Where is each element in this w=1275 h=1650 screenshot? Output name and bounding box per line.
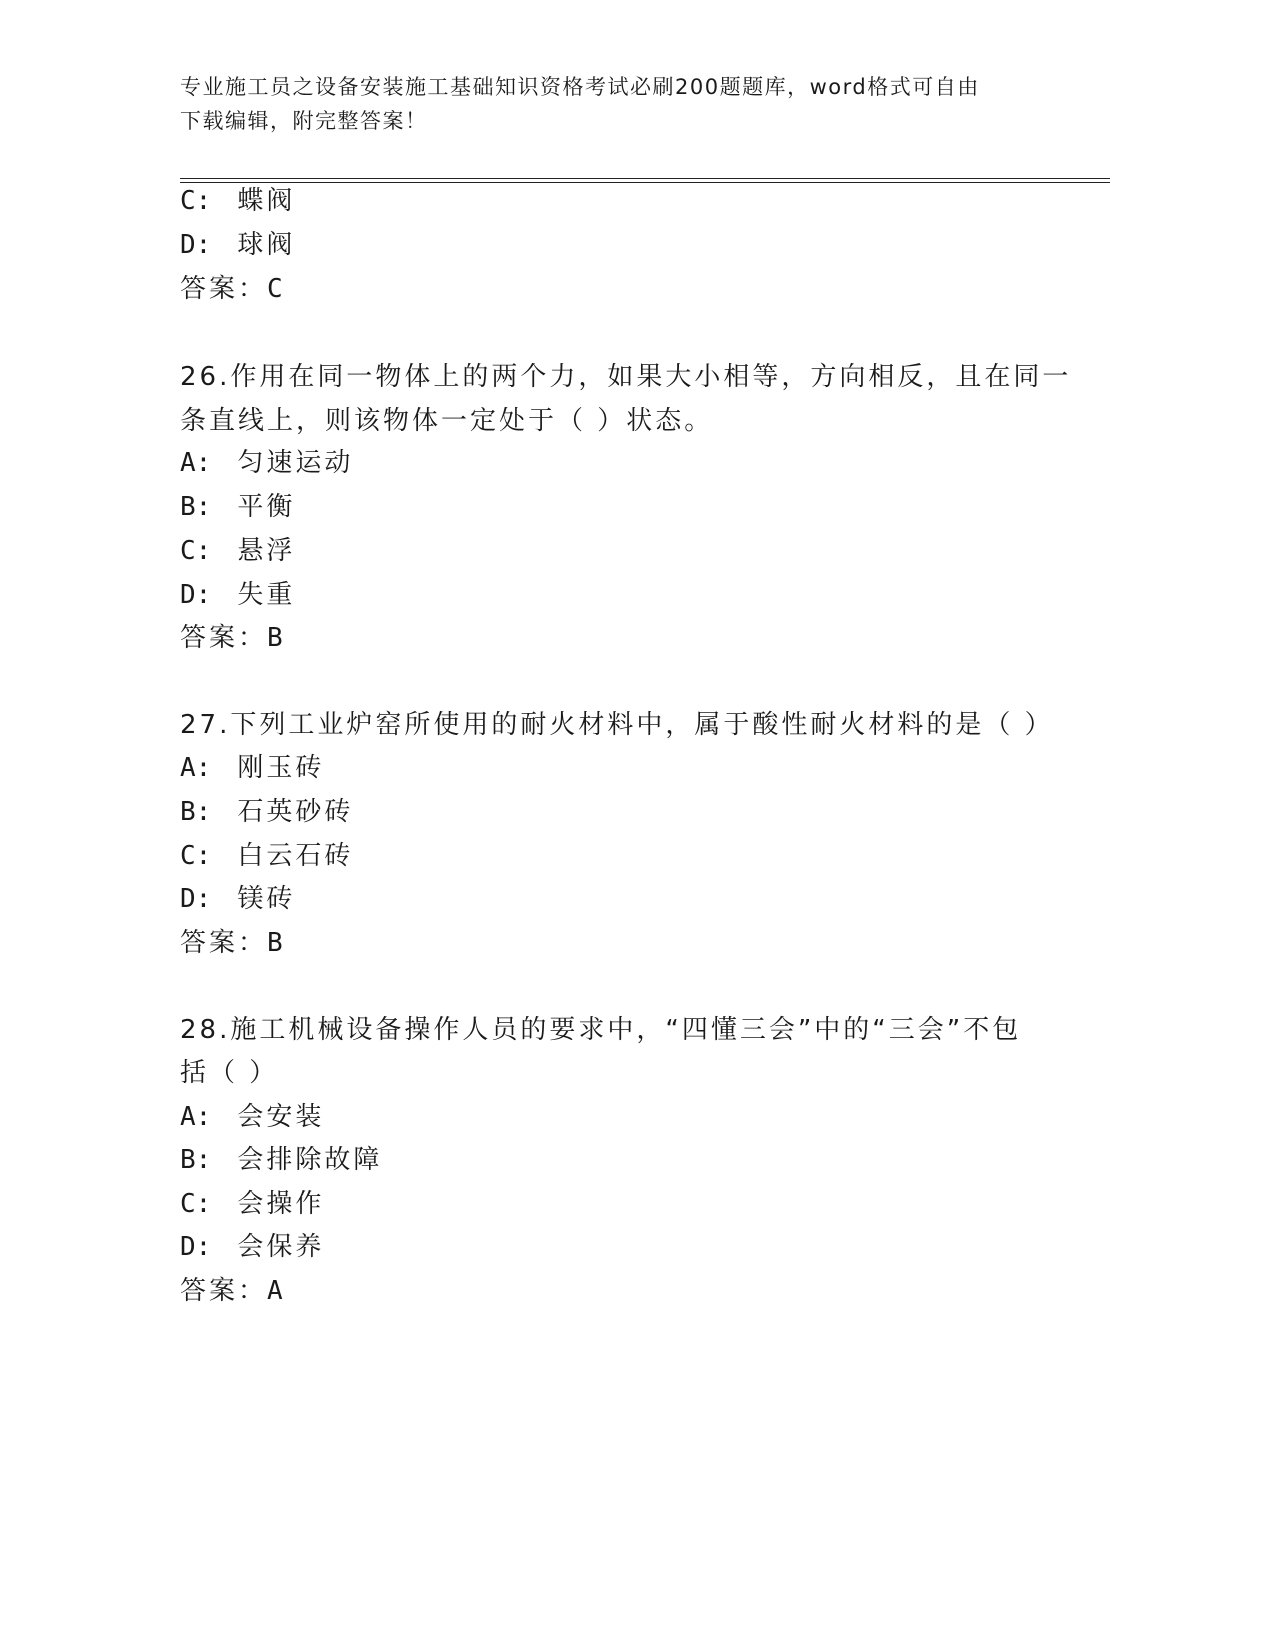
- question-stem: 条直线上，则该物体一定处于（ ）状态。: [180, 406, 714, 436]
- header-line-2: 下载编辑，附完整答案！: [180, 109, 428, 133]
- answer-line: 答案：C: [180, 274, 283, 304]
- option-d: D: 会保养: [180, 1232, 325, 1262]
- option-d: D: 失重: [180, 580, 296, 610]
- question-stem: 28.施工机械设备操作人员的要求中，“四懂三会”中的“三会”不包: [180, 1015, 1022, 1045]
- question-stem: 26.作用在同一物体上的两个力，如果大小相等，方向相反，且在同一: [180, 362, 1072, 392]
- option-c: C: 蝶阀: [180, 186, 296, 216]
- question-stem: 27.下列工业炉窑所使用的耐火材料中，属于酸性耐火材料的是（ ）: [180, 710, 1054, 740]
- option-c: C: 会操作: [180, 1189, 325, 1219]
- question-stem: 括（ ）: [180, 1058, 279, 1088]
- answer-line: 答案：A: [180, 1276, 283, 1306]
- option-c: C: 悬浮: [180, 536, 296, 566]
- option-a: A: 刚玉砖: [180, 753, 325, 783]
- option-b: B: 会排除故障: [180, 1145, 383, 1175]
- document-header: [180, 70, 1060, 138]
- option-d: D: 球阀: [180, 230, 296, 260]
- option-b: B: 平衡: [180, 492, 296, 522]
- header-divider-bottom: [180, 182, 1110, 183]
- answer-line: 答案：B: [180, 928, 283, 958]
- header-line-1: 专业施工员之设备安装施工基础知识资格考试必刷200题题库，word格式可自由: [180, 75, 980, 99]
- option-a: A: 匀速运动: [180, 448, 354, 478]
- option-a: A: 会安装: [180, 1102, 325, 1132]
- option-b: B: 石英砂砖: [180, 797, 354, 827]
- option-d: D: 镁砖: [180, 884, 296, 914]
- option-c: C: 白云石砖: [180, 841, 354, 871]
- answer-line: 答案：B: [180, 623, 283, 653]
- header-divider-top: [180, 178, 1110, 179]
